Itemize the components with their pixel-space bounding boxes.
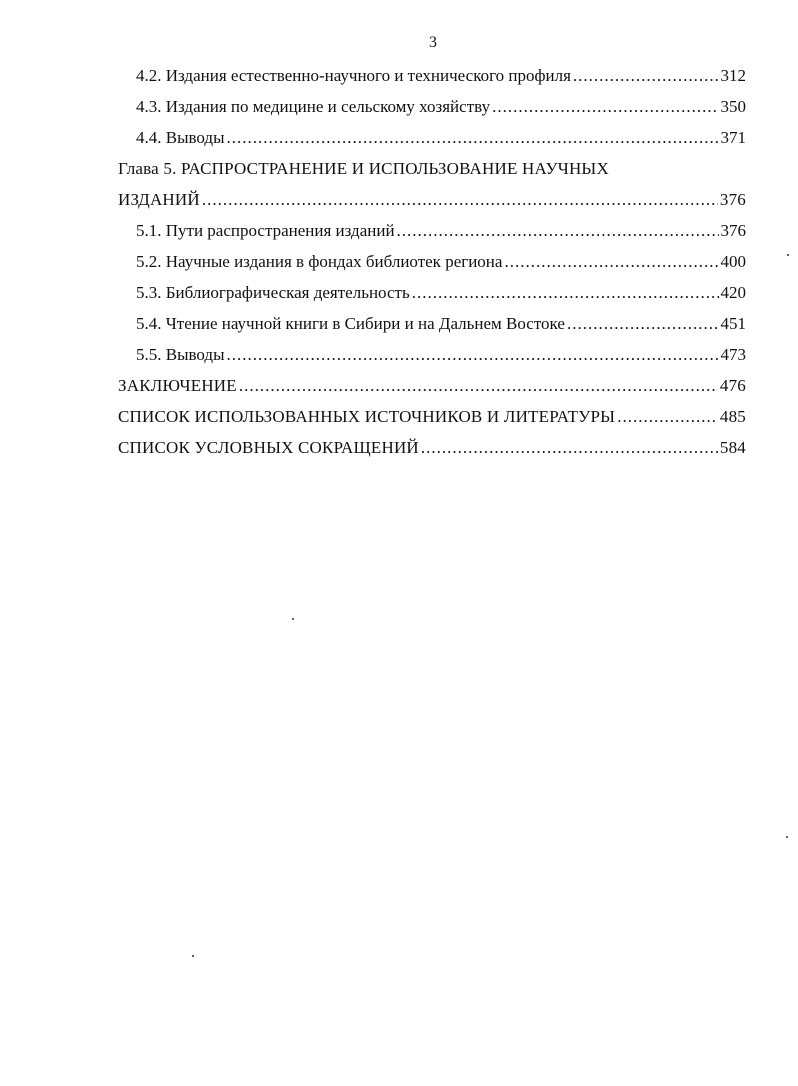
toc-entry-label: Глава 5. РАСПРОСТРАНЕНИЕ И ИСПОЛЬЗОВАНИЕ НАУЧНЫХ [118, 159, 609, 178]
table-of-contents [118, 60, 746, 463]
dot-leader [421, 432, 718, 463]
page-number: 3 [429, 34, 437, 51]
toc-entry-4-4[interactable] [118, 122, 746, 153]
toc-entry-label: ИЗДАНИЙ [118, 190, 200, 209]
toc-entry-label: 4.3. Издания по медицине и сельскому хозяйству [136, 97, 491, 116]
toc-entry-4-3[interactable] [118, 91, 746, 122]
scan-speck [786, 836, 788, 838]
dot-leader [492, 91, 718, 122]
toc-entry-conclusion[interactable] [118, 370, 746, 401]
toc-entry-page: 371 [720, 128, 746, 147]
scan-speck [292, 618, 294, 620]
toc-entry-abbreviations[interactable] [118, 432, 746, 463]
toc-entry-label: 5.4. Чтение научной книги в Сибири и на Дальнем Востоке [136, 314, 565, 333]
toc-entry-label: 5.3. Библиографическая деятельность [136, 283, 410, 302]
toc-entry-page: 485 [719, 407, 746, 426]
toc-entry-chapter-5-title[interactable] [118, 153, 746, 184]
toc-entry-5-4[interactable] [118, 308, 746, 339]
dot-leader [227, 122, 719, 153]
dot-leader [567, 308, 719, 339]
toc-entry-label: 4.4. Выводы [136, 128, 225, 147]
toc-entry-page: 476 [719, 376, 746, 395]
scan-speck [192, 955, 194, 957]
toc-entry-label: 5.5. Выводы [136, 345, 225, 364]
dot-leader [227, 339, 719, 370]
toc-entry-page: 312 [720, 66, 746, 85]
dot-leader [239, 370, 718, 401]
dot-leader [412, 277, 719, 308]
dot-leader [504, 246, 718, 277]
toc-entry-label: 5.2. Научные издания в фондах библиотек региона [136, 252, 503, 271]
toc-entry-label: СПИСОК ИСПОЛЬЗОВАННЫХ ИСТОЧНИКОВ И ЛИТЕРАТУРЫ [118, 407, 616, 426]
toc-entry-5-2[interactable] [118, 246, 746, 277]
toc-entry-5-1[interactable] [118, 215, 746, 246]
toc-entry-chapter-5[interactable] [118, 184, 746, 215]
toc-entry-4-2[interactable] [118, 60, 746, 91]
toc-entry-label: 4.2. Издания естественно-научного и технического профиля [136, 66, 571, 85]
toc-entry-page: 451 [720, 314, 746, 333]
toc-entry-page: 376 [719, 190, 746, 209]
toc-entry-label: СПИСОК УСЛОВНЫХ СОКРАЩЕНИЙ [118, 438, 419, 457]
dot-leader [397, 215, 719, 246]
toc-entry-page: 376 [720, 221, 746, 240]
toc-entry-page: 473 [720, 345, 746, 364]
dot-leader [573, 60, 719, 91]
toc-entry-page: 584 [719, 438, 746, 457]
dot-leader [617, 401, 718, 432]
dot-leader [202, 184, 718, 215]
toc-entry-5-5[interactable] [118, 339, 746, 370]
toc-entry-page: 350 [720, 97, 746, 116]
toc-entry-label: ЗАКЛЮЧЕНИЕ [118, 376, 237, 395]
scan-speck [787, 254, 789, 256]
toc-entry-page: 400 [720, 252, 746, 271]
toc-entry-label: 5.1. Пути распространения изданий [136, 221, 395, 240]
toc-entry-bibliography[interactable] [118, 401, 746, 432]
toc-entry-5-3[interactable] [118, 277, 746, 308]
toc-entry-page: 420 [720, 283, 746, 302]
